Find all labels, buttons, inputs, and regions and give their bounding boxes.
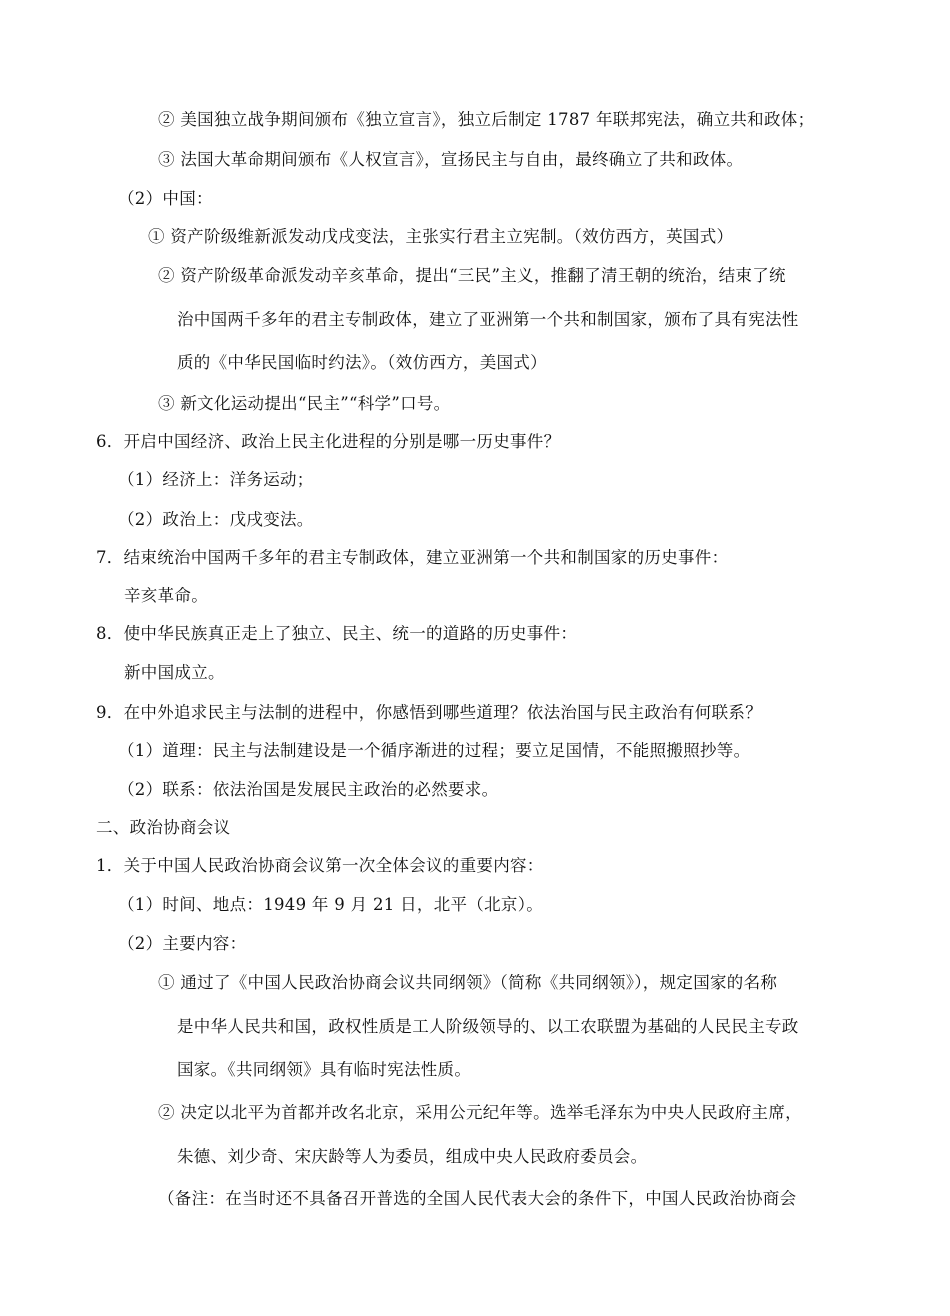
- text-line: 辛亥革命。: [124, 586, 208, 605]
- text-line: 7．结束统治中国两千多年的君主专制政体，建立亚洲第一个共和制国家的历史事件：: [96, 548, 729, 567]
- text-line: 国家。《共同纲领》具有临时宪法性质。: [177, 1060, 472, 1079]
- text-line: 6．开启中国经济、政治上民主化进程的分别是哪一历史事件？: [96, 432, 561, 451]
- text-line: （2）中国：: [118, 189, 213, 208]
- text-line: （1）经济上：洋务运动；: [118, 470, 314, 489]
- text-line: （2）主要内容：: [118, 934, 247, 953]
- text-line: 朱德、刘少奇、宋庆龄等人为委员，组成中央人民政府委员会。: [177, 1147, 648, 1166]
- text-line: 新中国成立。: [124, 663, 225, 682]
- text-line: （1）道理：民主与法制建设是一个循序渐进的过程；要立足国情，不能照搬照抄等。: [118, 741, 751, 760]
- text-line: 治中国两千多年的君主专制政体，建立了亚洲第一个共和制国家，颁布了具有宪法性: [177, 310, 799, 329]
- text-line: ② 决定以北平为首都并改名北京，采用公元纪年等。选举毛泽东为中央人民政府主席，: [158, 1103, 802, 1122]
- text-line: 是中华人民共和国，政权性质是工人阶级领导的、以工农联盟为基础的人民民主专政: [177, 1017, 799, 1036]
- text-line: （1）时间、地点：1949 年 9 月 21 日，北平（北京）。: [118, 895, 544, 914]
- text-line: 1．关于中国人民政治协商会议第一次全体会议的重要内容：: [96, 856, 544, 875]
- section-heading: 二、政治协商会议: [96, 818, 231, 837]
- text-line: ③ 新文化运动提出“民主”“科学”口号。: [158, 394, 451, 413]
- text-line: （2）联系：依法治国是发展民主政治的必然要求。: [118, 780, 499, 799]
- text-line: ② 资产阶级革命派发动辛亥革命，提出“三民”主义，推翻了清王朝的统治，结束了统: [158, 266, 786, 285]
- text-line: （2）政治上：戊戌变法。: [118, 510, 314, 529]
- text-line: ② 美国独立战争期间颁布《独立宣言》，独立后制定 1787 年联邦宪法，确立共和政体；: [158, 110, 815, 129]
- text-line: ① 通过了《中国人民政治协商会议共同纲领》（简称《共同纲领》），规定国家的名称: [158, 973, 778, 992]
- text-line: 9．在中外追求民主与法制的进程中，你感悟到哪些道理？依法治国与民主政治有何联系？: [96, 703, 762, 722]
- text-line: 8．使中华民族真正走上了独立、民主、统一的道路的历史事件：: [96, 624, 578, 643]
- text-line: ③ 法国大革命期间颁布《人权宣言》，宣扬民主与自由，最终确立了共和政体。: [158, 150, 744, 169]
- text-line: 质的《中华民国临时约法》。（效仿西方，美国式）: [177, 353, 547, 372]
- text-line: （备注：在当时还不具备召开普选的全国人民代表大会的条件下，中国人民政治协商会: [158, 1189, 797, 1208]
- text-line: ① 资产阶级维新派发动戊戌变法，主张实行君主立宪制。（效仿西方，英国式）: [148, 227, 734, 246]
